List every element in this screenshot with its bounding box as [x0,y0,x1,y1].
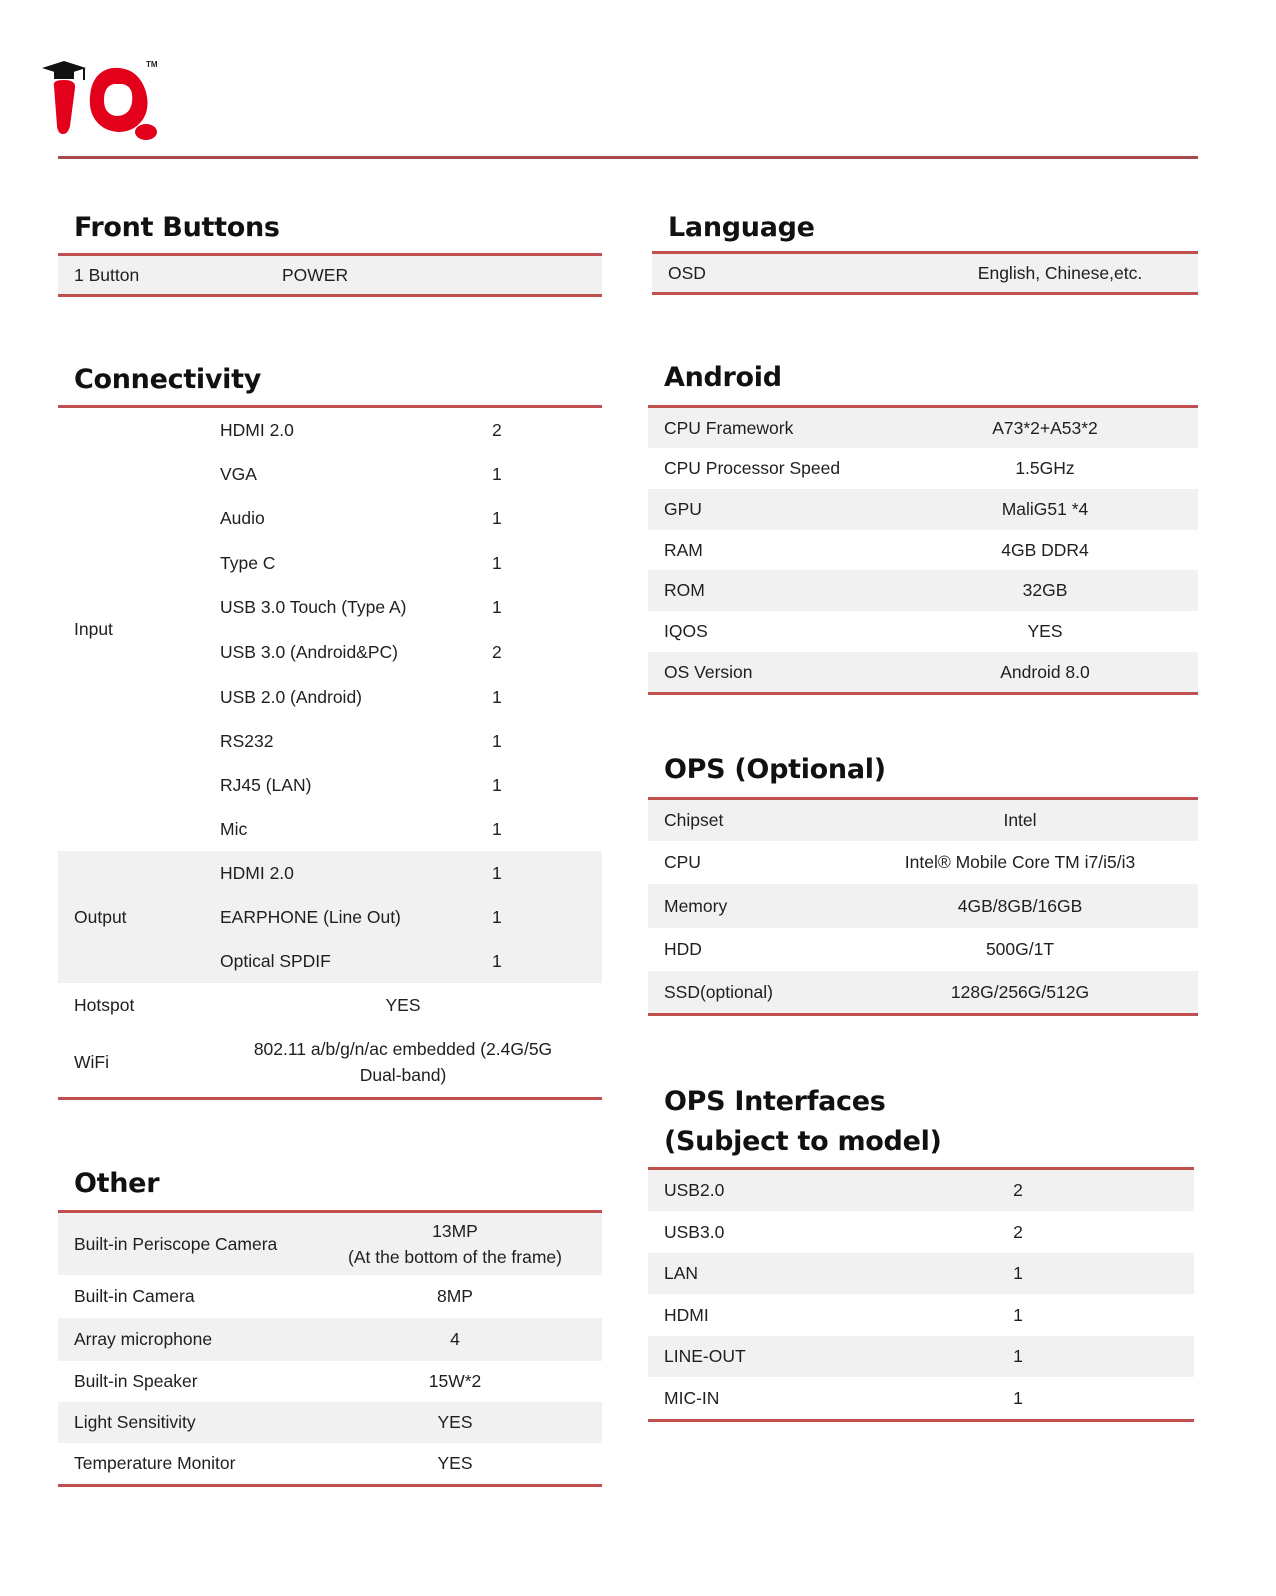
port-count: 1 [492,597,502,617]
row-value: 15W*2 [428,1371,482,1391]
row-label: Light Sensitivity [58,1402,308,1443]
section-title: Connectivity [74,364,262,395]
table-row-hotspot [58,983,602,1027]
android-table [648,408,1198,692]
port-count: 1 [492,730,502,751]
row-label: SSD(optional) [648,971,842,1013]
section-title-line1: OPS Interfaces [664,1086,886,1117]
section-connectivity [58,360,602,1100]
table-row [648,570,1198,611]
port-count: 2 [492,419,502,440]
connectivity-table [58,408,602,1097]
table-row [58,1318,602,1361]
row-value: 2 [842,1170,1194,1211]
row-value: YES [437,1453,473,1473]
table-row [58,256,602,294]
row-label: CPU Processor Speed [664,458,841,478]
section-title [648,1082,1194,1162]
section-android [648,358,1198,695]
section-other [58,1164,602,1487]
port-count: 1 [492,463,502,484]
port-count: 1 [476,851,602,895]
table-row [648,841,1198,884]
row-label: USB3.0 [664,1221,725,1242]
language-table [652,254,1198,292]
port-name: USB 3.0 Touch (Type A) [220,597,407,617]
port-name: HDMI 2.0 [220,419,294,440]
ops-optional-table [648,800,1198,1013]
row-label: Built-in Speaker [74,1371,198,1391]
table-row [648,884,1198,928]
row-label: LINE-OUT [648,1336,842,1377]
port-name: EARPHONE (Line Out) [204,895,476,939]
table-row [648,448,1198,489]
row-value: POWER [266,256,602,294]
port-name: Optical SPDIF [204,939,476,983]
port-count: 2 [492,642,502,662]
table-row [648,800,1198,841]
section-language [652,208,1198,295]
table-row [648,1170,1194,1211]
port-name: Audio [220,508,265,528]
table-row [58,1361,602,1402]
row-value: 8MP [437,1286,473,1306]
table-row [648,489,1198,530]
section-title: OPS (Optional) [664,754,886,785]
camera-value-line2: (At the bottom of the frame) [348,1247,562,1267]
table-row [58,851,602,895]
row-value: 1 [1013,1304,1023,1325]
wifi-value-line1: 802.11 a/b/g/n/ac embedded (2.4G/5G [253,1039,553,1059]
row-value: Intel® Mobile Core TM i7/i5/i3 [904,852,1136,872]
table-row [648,611,1198,652]
row-value: 1 [1013,1387,1023,1408]
iq-logo-mark [42,58,172,148]
row-label: CPU Framework [648,408,892,448]
row-value: 1 [842,1253,1194,1294]
row-value [204,1027,602,1097]
ops-interfaces-table [648,1170,1194,1419]
table-row [58,1213,602,1275]
row-value: YES [308,1402,602,1443]
table-row [648,971,1198,1013]
table-row [58,1443,602,1484]
wifi-value-line2: Dual-band) [359,1065,447,1085]
port-count: 1 [492,686,502,707]
row-value: 128G/256G/512G [842,971,1198,1013]
port-name: USB 3.0 (Android&PC) [220,642,398,662]
table-row [648,1211,1194,1253]
table-row [648,530,1198,570]
group-label-output: Output [58,851,204,983]
row-label: HDMI [664,1304,709,1325]
table-row [58,1402,602,1443]
row-label: OS Version [648,652,892,692]
row-value: 1.5GHz [1015,458,1075,478]
port-count: 1 [492,818,502,839]
port-name: HDMI 2.0 [204,851,476,895]
row-label: LAN [648,1253,842,1294]
row-label: IQOS [664,621,708,641]
row-label: CPU [664,852,701,872]
brand-logo [42,58,172,148]
row-label: WiFi [74,1051,109,1072]
row-label: RAM [664,539,703,560]
port-name: RJ45 (LAN) [220,774,312,795]
graduation-cap-icon [42,61,86,80]
port-count: 1 [492,774,502,795]
header-divider [58,156,1198,159]
row-label: OSD [652,254,922,292]
row-value: 4GB/8GB/16GB [842,884,1198,928]
trademark-symbol: TM [146,60,158,69]
row-label: ROM [648,570,892,611]
section-ops-optional [648,750,1198,1016]
section-title: Android [664,362,782,393]
port-name: Mic [220,818,248,839]
section-title: Language [668,212,815,243]
port-count: 1 [476,939,602,983]
table-row [648,1294,1194,1336]
row-label: Temperature Monitor [74,1453,236,1473]
row-label: Built-in Camera [74,1286,195,1306]
port-name: RS232 [220,730,274,751]
row-label: Memory [648,884,842,928]
front-buttons-table [58,256,602,294]
row-value: English, Chinese,etc. [922,254,1198,292]
section-ops-interfaces [648,1082,1194,1422]
group-label-input: Input [74,619,113,639]
row-value: MaliG51 *4 [892,489,1198,530]
row-value: 2 [1013,1221,1023,1242]
camera-value-line1: 13MP [432,1221,478,1241]
port-name: VGA [220,463,257,484]
port-name: Type C [220,552,276,573]
row-value: 4GB DDR4 [1001,539,1089,560]
table-row [648,1336,1194,1377]
table-row [648,928,1198,971]
table-row-wifi [58,1027,602,1097]
row-label: Chipset [648,800,842,841]
table-row [652,254,1198,292]
section-title: Other [74,1168,160,1199]
row-label: USB2.0 [648,1170,842,1211]
row-label: Hotspot [74,994,135,1015]
row-label: HDD [664,939,702,959]
table-row [648,652,1198,692]
row-label: 1 Button [58,256,266,294]
section-title-line2: (Subject to model) [664,1126,942,1157]
section-front-buttons [58,208,602,297]
row-value: A73*2+A53*2 [892,408,1198,448]
row-value: Intel [842,800,1198,841]
section-title: Front Buttons [74,212,280,243]
row-label: Built-in Periscope Camera [58,1213,308,1275]
row-value: 4 [308,1318,602,1361]
table-row [648,408,1198,448]
row-label: Array microphone [58,1318,308,1361]
port-count: 1 [492,508,502,528]
table-row [648,1377,1194,1419]
port-name: USB 2.0 (Android) [220,686,363,707]
table-row [648,1253,1194,1294]
row-value: 1 [842,1336,1194,1377]
row-value: YES [1027,621,1063,641]
port-count: 1 [476,895,602,939]
port-count: 1 [492,552,502,573]
row-label: MIC-IN [664,1387,720,1408]
row-value: 32GB [892,570,1198,611]
table-row [58,1275,602,1318]
row-value: 500G/1T [985,939,1055,959]
table-row [58,408,602,452]
row-label: GPU [648,489,892,530]
other-table [58,1213,602,1484]
row-value [308,1213,602,1275]
row-value: YES [385,994,421,1015]
row-value: Android 8.0 [892,652,1198,692]
